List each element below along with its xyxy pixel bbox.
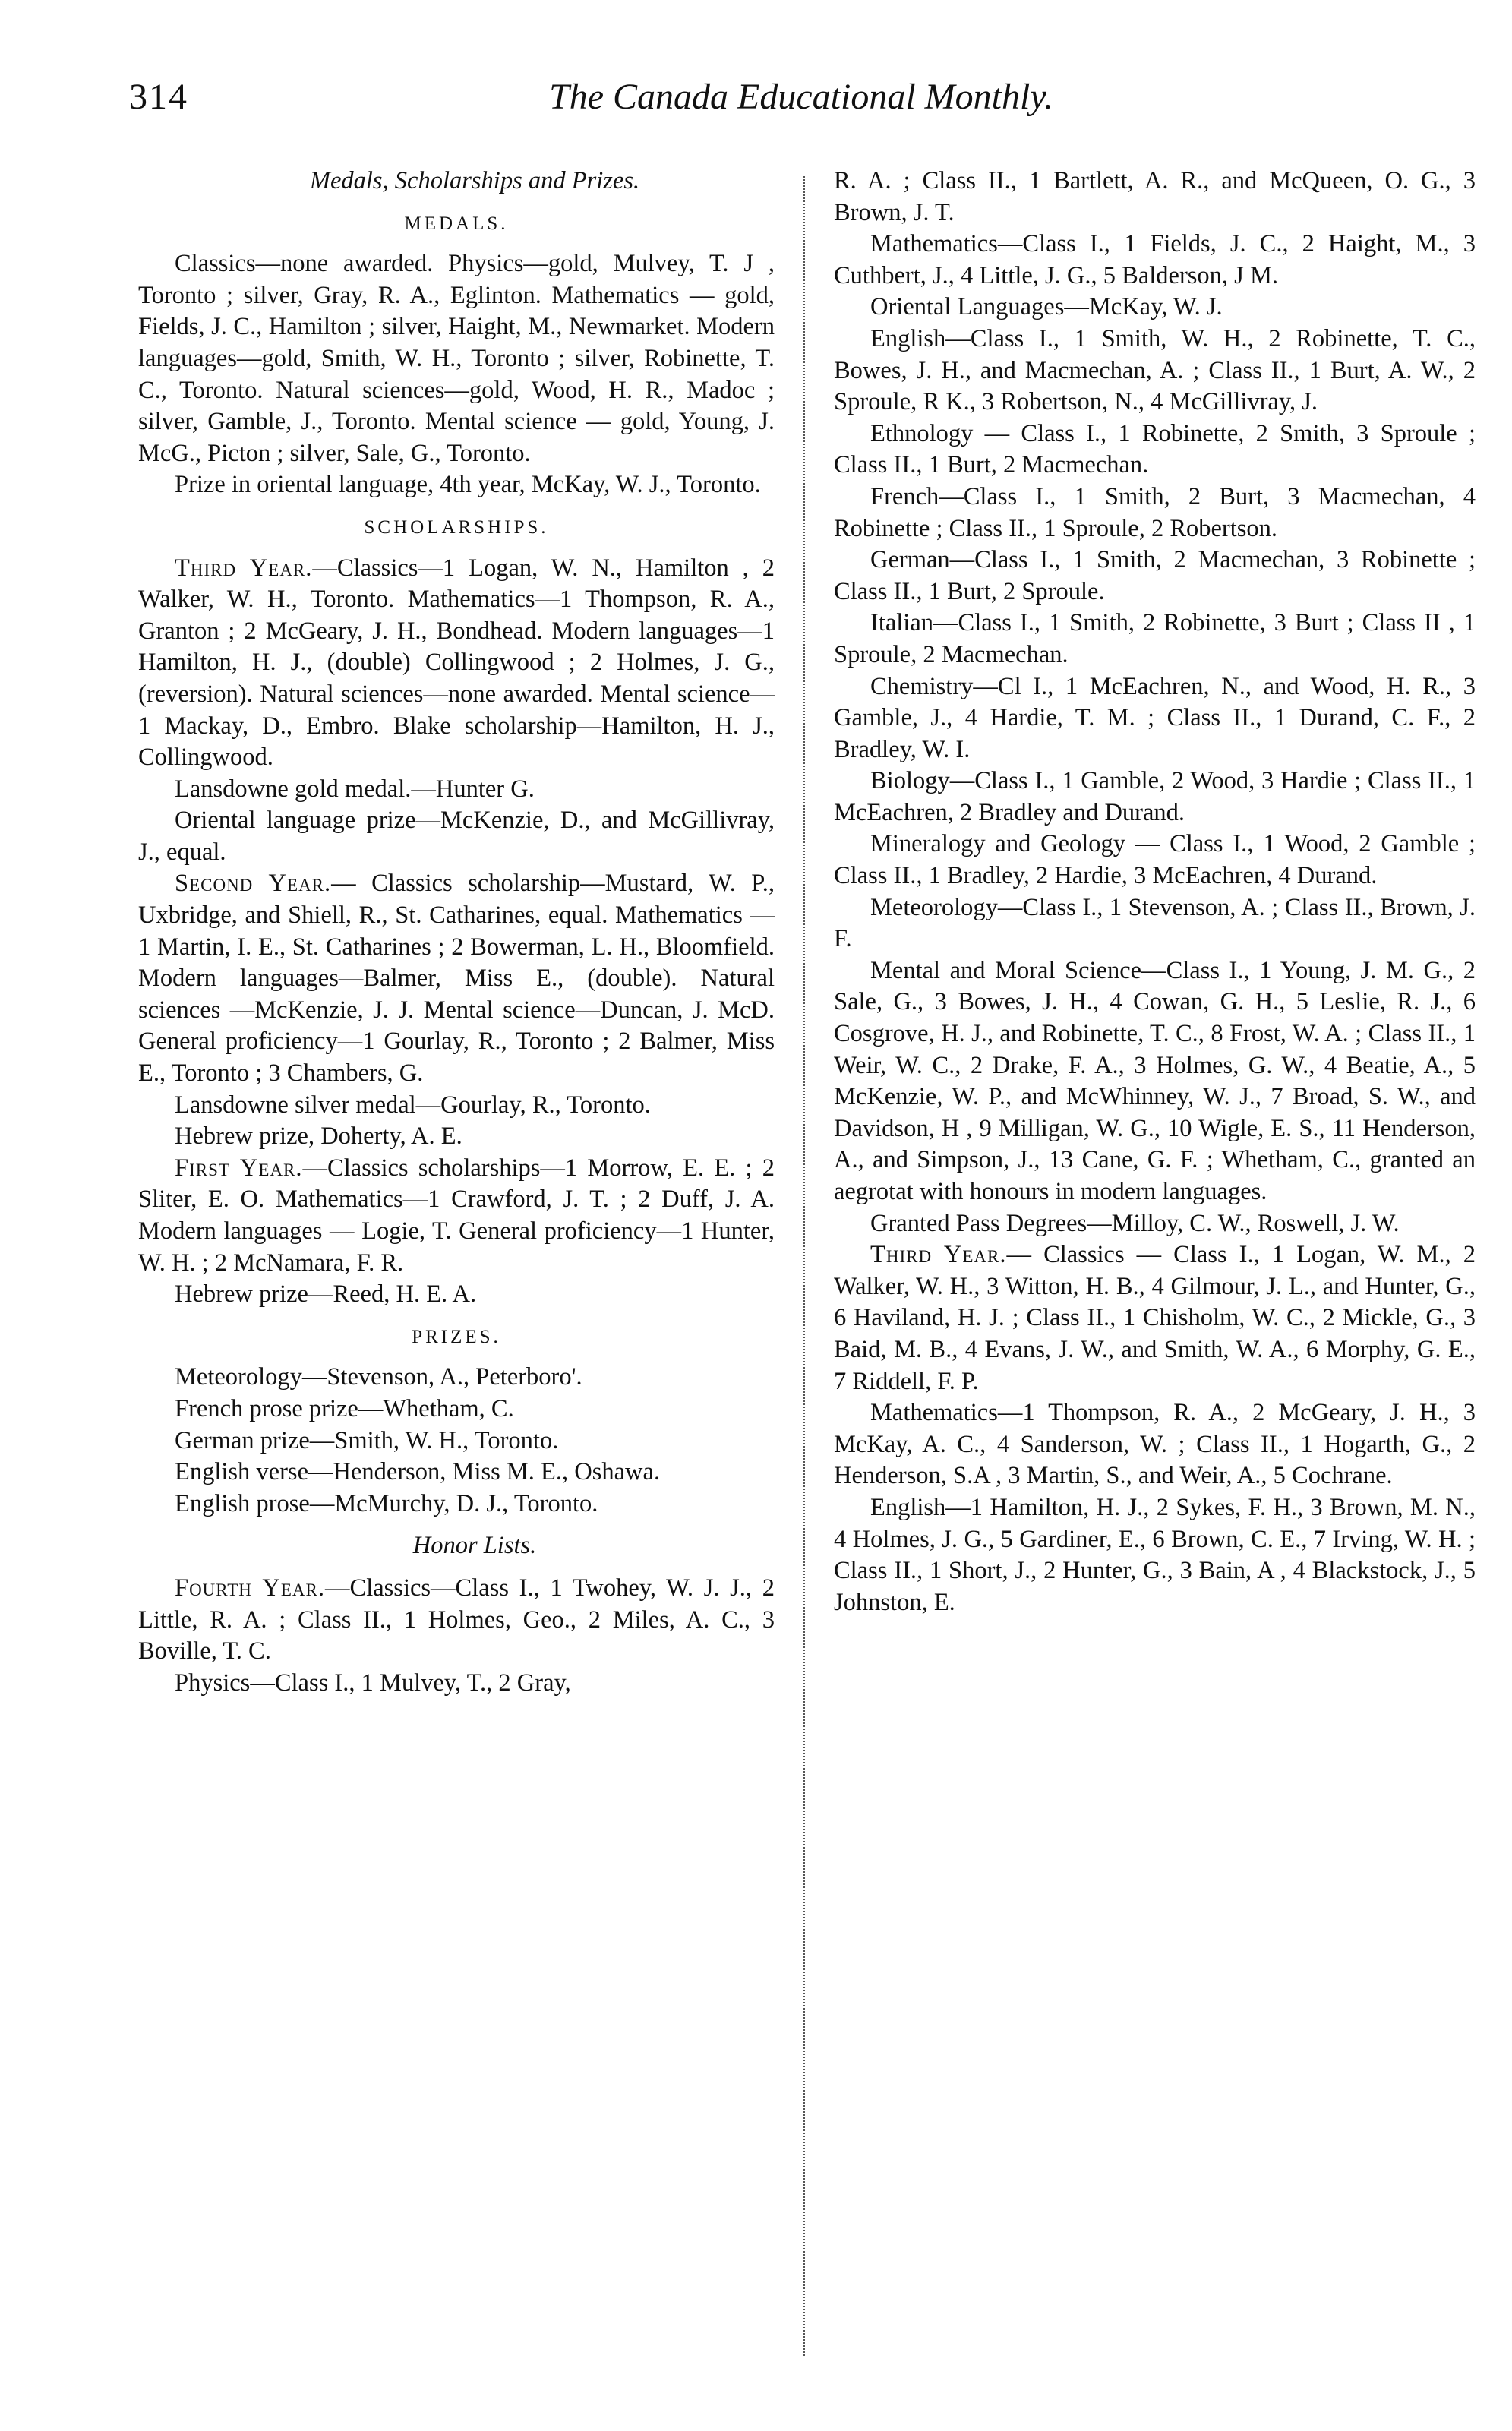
honors-paragraph: Mineralogy and Geology — Class I., 1 Wood, 2 Gamble ; Class II., 1 Bradley, 2 Hardie, 3 McEachren, 4 Durand. — [834, 830, 1476, 890]
honors-paragraph: French—Class I., 1 Smith, 2 Burt, 3 Macmechan, 4 Robinette ; Class II., 1 Sproule, 2 Robertson. — [834, 482, 1476, 542]
honors-paragraph: Mental and Moral Science—Class I., 1 Young, J. M. G., 2 Sale, G., 3 Bowes, J. H., 4 Cowan, G. H., 5 Leslie, R. J., 6 Cosgrove, H. J., and Robinette, T. C., 8 Frost, W. A. ; Class II., 1 Weir, W. C., 2 Drake, F. A., 3 Holmes, G. W., 4 Beatie, A., 5 McKenzie, W. P., and McWhinney, W. J., 7 Broad, S. W., and Davidson, H , 9 Milligan, W. G., 10 Wigle, E. S., 11 Henderson, A., and Simpson, J., 13 Cane, G. F. ; Whetham, C., granted an aegrotat with honours in modern languages. — [834, 956, 1476, 1205]
honors-paragraph: Meteorology—Class I., 1 Stevenson, A. ; Class II., Brown, J. F. — [834, 893, 1476, 953]
english-honors: English—1 Hamilton, H. J., 2 Sykes, F. H., 3 Brown, M. N., 4 Holmes, J. G., 5 Gardiner, E., 6 Brown, C. E., 7 Irving, W. H. ; Class II., 1 Short, J., 2 Hunter, G., 3 Bain, A , 4 Blackstock, J., 5 Johnston, E. — [834, 1493, 1476, 1616]
prize-entry: English prose—McMurchy, D. J., Toronto. — [175, 1489, 598, 1517]
oriental-prize: Oriental language prize—McKenzie, D., and McGillivray, J., equal. — [138, 807, 775, 866]
year-text: — Classics scholarship—Mustard, W. P., Uxbridge, and Shiell, R., St. Catharines, equal. Mathematics — 1 Martin, I. E., St. Catharines ; 2 Bowerman, L. H., Bloomfield. Modern languages—Balmer, Miss E., (double). Natural sciences —McKenzie, J. J. Mental science—Duncan, J. McD. General proficiency—1 Gourlay, R., Toronto ; 2 Balmer, Miss E., Toronto ; 3 Chambers, G. — [138, 870, 775, 1088]
hebrew-prize: Hebrew prize, Doherty, A. E. — [175, 1122, 462, 1151]
honors-paragraph: Mathematics—Class I., 1 Fields, J. C., 2 Haight, M., 3 Cuthbert, J., 4 Little, J. G., 5 Balderson, J M. — [834, 230, 1476, 289]
prize-entry: French prose prize—Whetham, C. — [175, 1394, 514, 1422]
honors-paragraph: Granted Pass Degrees—Milloy, C. W., Roswell, J. W. — [870, 1209, 1400, 1237]
year-label: Fourth Year. — [175, 1574, 326, 1602]
right-column — [834, 166, 1476, 1618]
page-number: 314 — [129, 77, 188, 117]
honors-paragraph: Biology—Class I., 1 Gamble, 2 Wood, 3 Hardie ; Class II., 1 McEachren, 2 Bradley and Durand. — [834, 767, 1476, 826]
first-year-scholarships — [138, 1153, 775, 1279]
physics-honors: Physics—Class I., 1 Mulvey, T., 2 Gray, — [175, 1669, 571, 1697]
column-divider — [803, 176, 805, 2356]
running-title: The Canada Educational Monthly. — [549, 77, 1053, 117]
left-column — [138, 166, 775, 1699]
year-label: First Year. — [175, 1154, 303, 1182]
prize-entry: Meteorology—Stevenson, A., Peterboro'. — [175, 1363, 582, 1391]
lansdowne-silver: Lansdowne silver medal—Gourlay, R., Toronto. — [175, 1091, 651, 1119]
hebrew-prize: Hebrew prize—Reed, H. E. A. — [175, 1280, 477, 1309]
prize-entry: English verse—Henderson, Miss M. E., Oshawa. — [175, 1458, 661, 1486]
fourth-year-honors — [138, 1573, 775, 1668]
year-label: Third Year. — [870, 1241, 1007, 1269]
year-text: —Classics—1 Logan, W. N., Hamilton , 2 Walker, W. H., Toronto. Mathematics—1 Thompson, R. A., Granton ; 2 McGeary, J. H., Bondhead. Modern languages—1 Hamilton, H. J., (double) Collingwood ; 2 Holmes, J. G., (reversion). Natural sciences—none awarded. Mental science— 1 Mackay, D., Embro. Blake scholarship—Hamilton, H. J., Collingwood. — [138, 554, 775, 772]
page-header — [129, 76, 1473, 129]
prizes-heading: PRIZES. — [412, 1326, 501, 1347]
honor-lists-heading: Honor Lists. — [412, 1532, 537, 1560]
medals-paragraph: Classics—none awarded. Physics—gold, Mulvey, T. J , Toronto ; silver, Gray, R. A., Eglinton. Mathematics — gold, Fields, J. C., Hamilton ; silver, Haight, M., Newmarket. Modern languages—gold, Smith, W. H., Toronto ; silver, Robinette, T. C., Toronto. Natural sciences—gold, Wood, H. R., Madoc ; silver, Gamble, J., Toronto. Mental science — gold, Young, J. McG., Picton ; silver, Sale, G., Toronto. — [138, 250, 775, 467]
honors-paragraph: Italian—Class I., 1 Smith, 2 Robinette, 3 Burt ; Class II , 1 Sproule, 2 Macmechan. — [834, 609, 1476, 668]
honors-paragraph: Ethnology — Class I., 1 Robinette, 2 Smith, 3 Sproule ; Class II., 1 Burt, 2 Macmechan. — [834, 419, 1476, 479]
year-label: Third Year. — [175, 554, 313, 582]
honors-paragraph: German—Class I., 1 Smith, 2 Macmechan, 3 Robinette ; Class II., 1 Burt, 2 Sproule. — [834, 546, 1476, 605]
year-text: — Classics — Class I., 1 Logan, W. M., 2 Walker, W. H., 3 Witton, H. B., 4 Gilmour, J. L., and Hunter, G., 6 Haviland, H. J. ; Class II., 1 Chisholm, W. C., 2 Mickle, G., 3 Baid, M. B., 4 Evans, J. W., and Smith, W. A., 6 Morphy, G. E., 7 Riddell, F. P. — [834, 1241, 1476, 1395]
lansdowne-gold: Lansdowne gold medal.—Hunter G. — [175, 775, 535, 803]
third-year-scholarships — [138, 553, 775, 774]
section-title: Medals, Scholarships and Prizes. — [309, 167, 640, 194]
medals-heading: MEDALS. — [404, 213, 509, 234]
year-text: —Classics—Class I., 1 Twohey, W. J. J., 2 Little, R. A. ; Class II., 1 Holmes, Geo., 2 Miles, A. C., 3 Boville, T. C. — [138, 1574, 775, 1665]
honors-paragraph: Chemistry—Cl I., 1 McEachren, N., and Wood, H. R., 3 Gamble, J., 4 Hardie, T. M. ; Class II., 1 Durand, C. F., 2 Bradley, W. I. — [834, 672, 1476, 763]
mathematics-honors: Mathematics—1 Thompson, R. A., 2 McGeary, J. H., 3 McKay, A. C., 4 Sanderson, W. ; Class II., 1 Hogarth, G., 2 Henderson, S.A , 3 Martin, S., and Weir, A., 5 Cochrane. — [834, 1399, 1476, 1490]
prize-entry: German prize—Smith, W. H., Toronto. — [175, 1426, 559, 1454]
scholarships-heading: SCHOLARSHIPS. — [364, 516, 549, 538]
physics-honors-continued: R. A. ; Class II., 1 Bartlett, A. R., and McQueen, O. G., 3 Brown, J. T. — [834, 167, 1476, 226]
honors-paragraph: English—Class I., 1 Smith, W. H., 2 Robinette, T. C., Bowes, J. H., and Macmechan, A. ; Class II., 1 Burt, A. W., 2 Sproule, R K., 3 Robertson, N., 4 McGillivray, J. — [834, 324, 1476, 416]
second-year-scholarships — [138, 868, 775, 1089]
third-year-honors — [834, 1239, 1476, 1397]
year-label: Second Year. — [175, 870, 332, 898]
medals-paragraph: Prize in oriental language, 4th year, McKay, W. J., Toronto. — [175, 471, 761, 499]
year-text: —Classics scholarships—1 Morrow, E. E. ; 2 Sliter, E. O. Mathematics—1 Crawford, J. T. ; 2 Duff, J. A. Modern languages — Logie, T. General proficiency—1 Hunter, W. H. ; 2 McNamara, F. R. — [138, 1154, 775, 1277]
honors-paragraph: Oriental Languages—McKay, W. J. — [870, 293, 1223, 321]
